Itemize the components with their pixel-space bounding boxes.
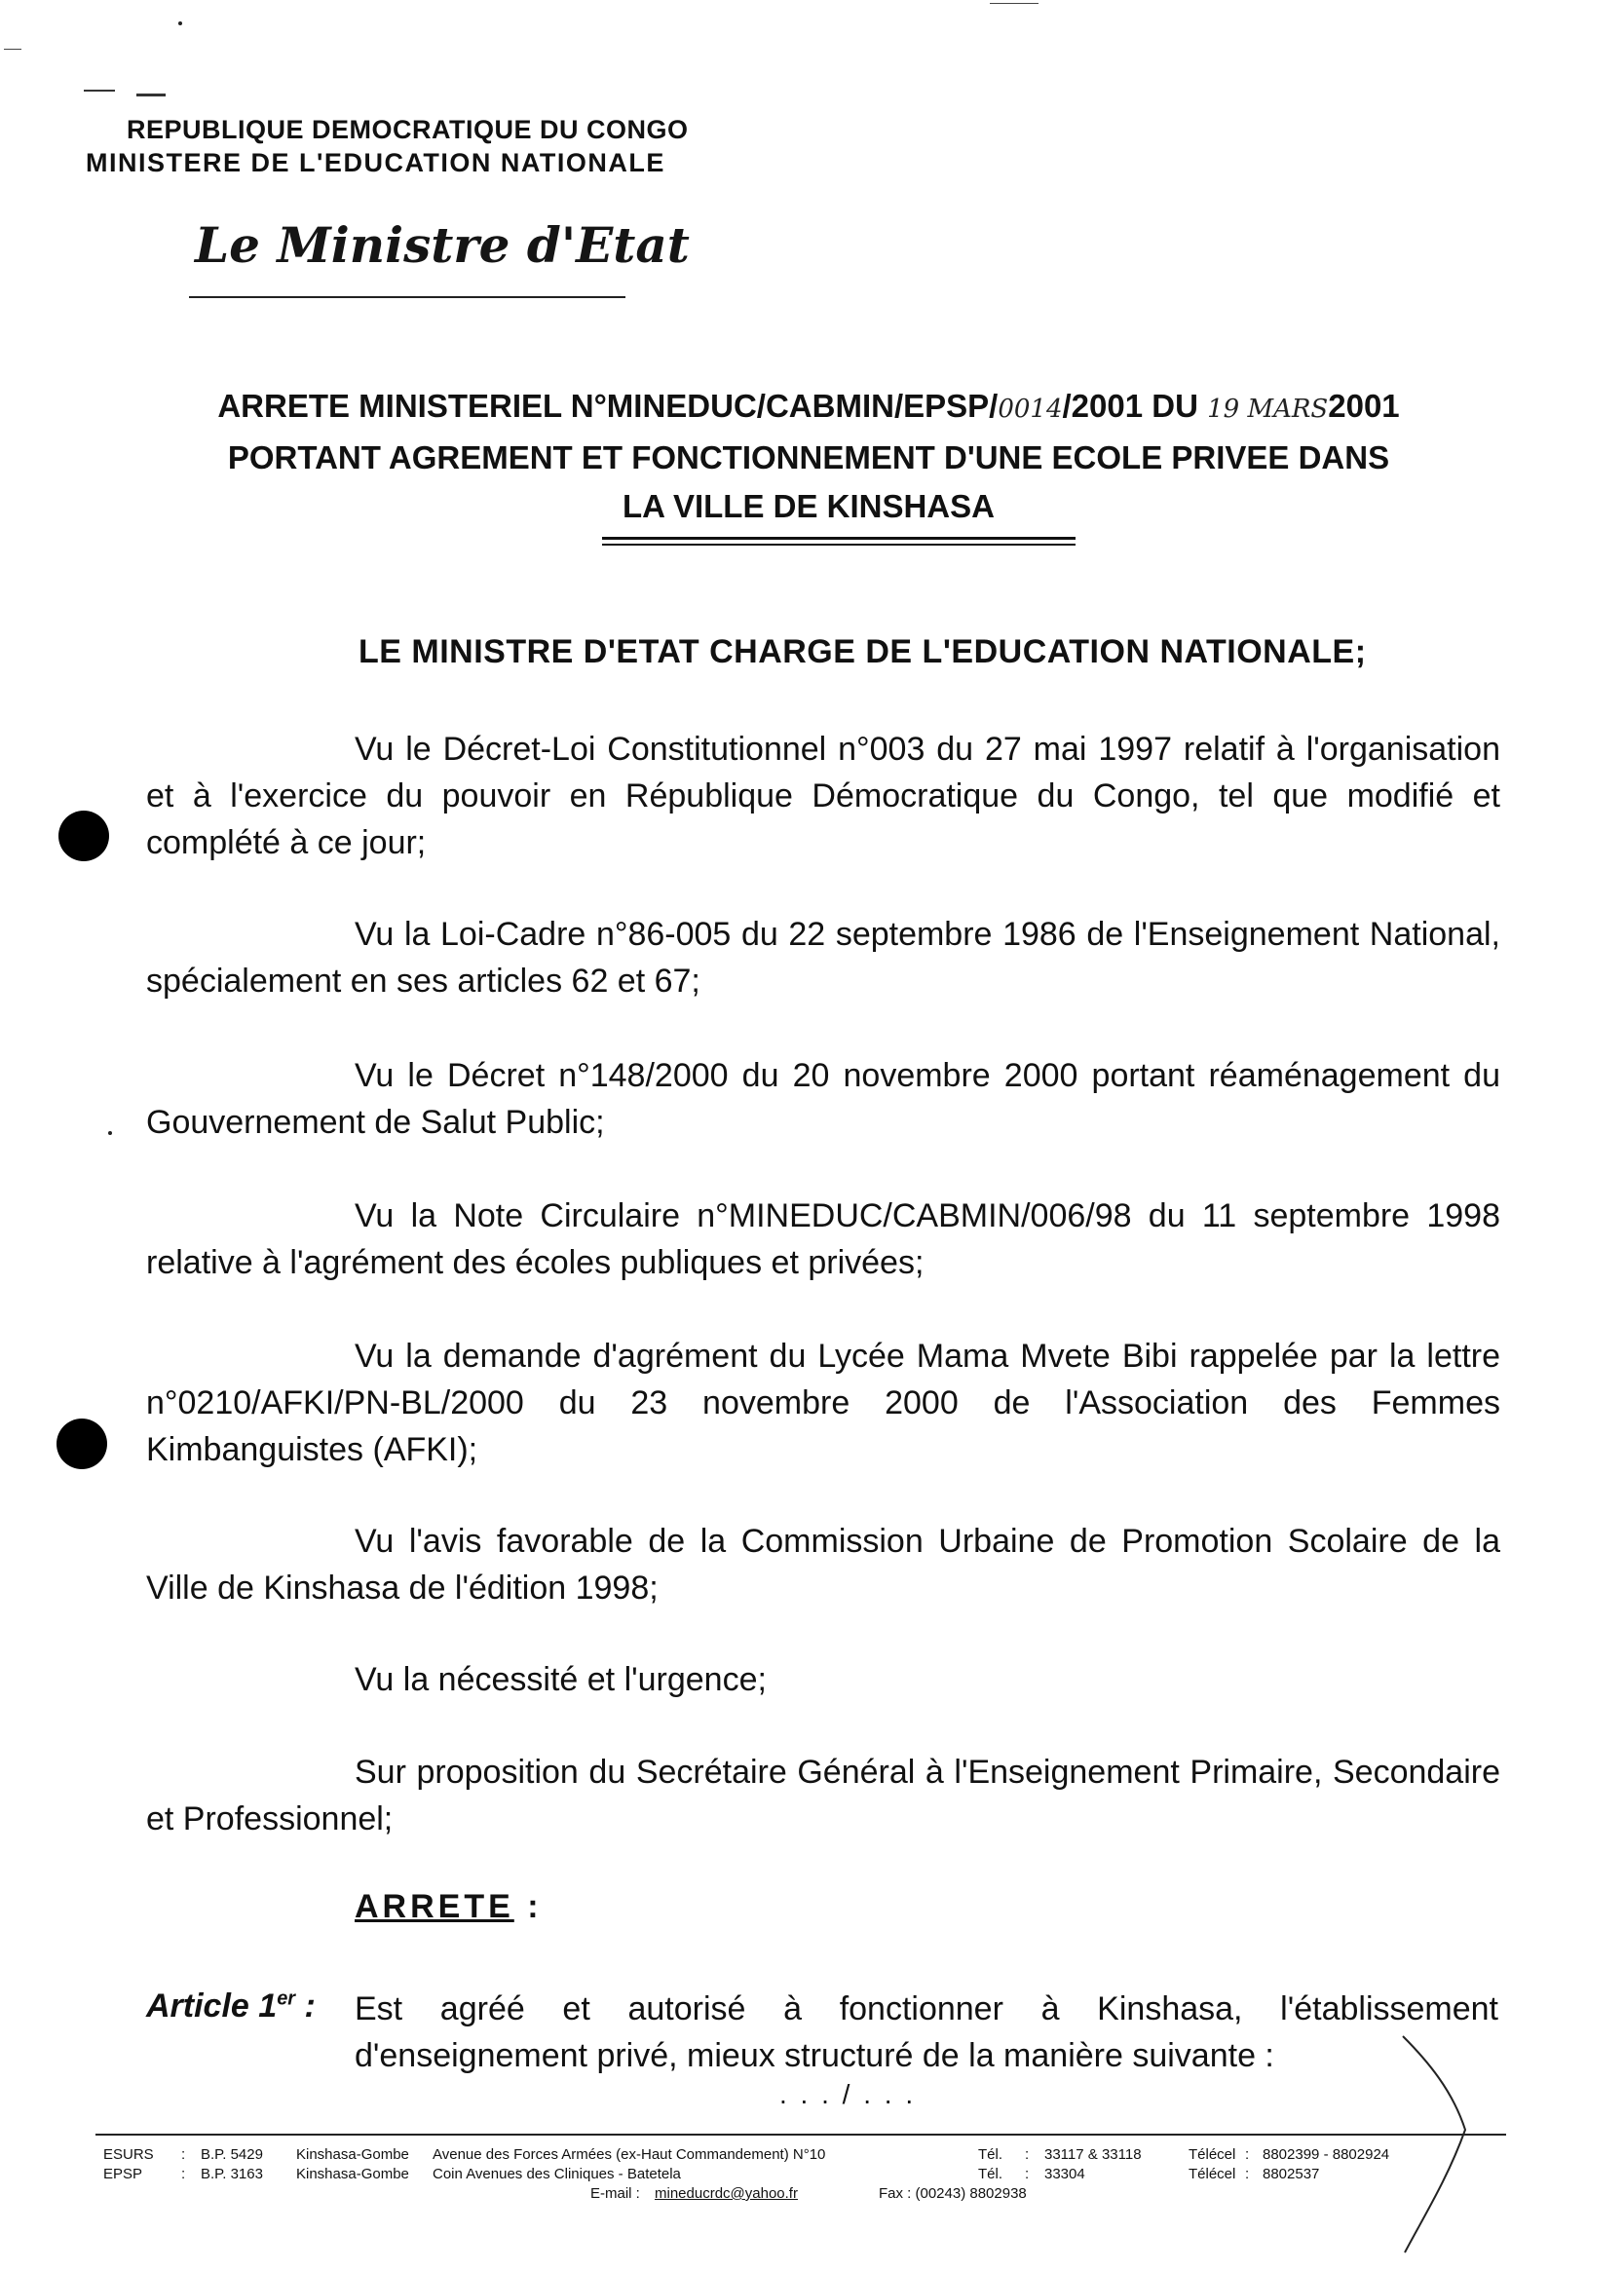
- recital-paragraph: Vu la Note Circulaire n°MINEDUC/CABMIN/006/98 du 11 septembre 1998 relative à l'agrément des écoles publiques et privées;: [146, 1197, 1500, 1281]
- footer-tel: 33304: [1044, 2166, 1085, 2182]
- document-title: [127, 382, 1491, 531]
- article-1-label-colon: :: [295, 1987, 316, 2025]
- footer-telecel-sep: :: [1245, 2166, 1250, 2182]
- footer-city: Kinshasa-Gombe: [296, 2146, 409, 2163]
- footer-address: Coin Avenues des Cliniques - Batetela: [433, 2166, 681, 2182]
- title-line-1-mid: /2001 DU: [1062, 388, 1198, 424]
- scan-speck: [178, 21, 182, 25]
- arrete-heading: [355, 1888, 543, 1926]
- handwritten-bracket-mark: [1399, 2032, 1477, 2256]
- title-underline-2: [602, 544, 1076, 546]
- footer-tel-label: Tél.: [978, 2166, 1003, 2182]
- footer-sep: :: [181, 2166, 186, 2182]
- recital-paragraph: Sur proposition du Secrétaire Général à l'Enseignement Primaire, Secondaire et Professionnel;: [146, 1754, 1500, 1837]
- footer-bp: B.P. 3163: [201, 2166, 263, 2182]
- letterhead-ministry: MINISTERE DE L'EDUCATION NATIONALE: [86, 148, 665, 177]
- footer-sep: :: [181, 2146, 186, 2163]
- letterhead: [86, 113, 689, 179]
- footer-telecel-sep: :: [1245, 2146, 1250, 2163]
- footer-row-esurs: [103, 2145, 1409, 2165]
- footer-email-label: E-mail :: [590, 2185, 640, 2202]
- arrete-word: ARRETE: [355, 1888, 514, 1925]
- scan-mark-left: [4, 49, 21, 50]
- recital-paragraph: Vu la Loi-Cadre n°86-005 du 22 septembre 1986 de l'Enseignement National, spécialement en ses articles 62 et 67;: [146, 916, 1500, 1000]
- article-1-text: Est agréé et autorisé à fonctionner à Kinshasa, l'établissement d'enseignement privé, mieux structuré de la manière suivante :: [355, 1990, 1498, 2074]
- minister-heading: LE MINISTRE D'ETAT CHARGE DE L'EDUCATION NATIONALE;: [359, 633, 1367, 670]
- recital-paragraph: Vu l'avis favorable de la Commission Urbaine de Promotion Scolaire de la Ville de Kinshasa de l'édition 1998;: [146, 1523, 1500, 1607]
- title-line-3: LA VILLE DE KINSHASA: [623, 488, 995, 524]
- scan-mark-top-right: [990, 3, 1039, 4]
- footer-contact-row: [103, 2184, 1409, 2204]
- recital-paragraph: Vu la demande d'agrément du Lycée Mama Mvete Bibi rappelée par la lettre n°0210/AFKI/PN-BL/2000 du 23 novembre 2000 de l'Association des Femmes Kimbanguistes (AFKI);: [146, 1338, 1500, 1468]
- footer-org: EPSP: [103, 2166, 143, 2182]
- footer-bp: B.P. 5429: [201, 2146, 263, 2163]
- handwritten-date: 19 MARS: [1207, 395, 1329, 424]
- article-1-label-text: Article 1: [146, 1987, 278, 2025]
- recital-paragraph: Vu la nécessité et l'urgence;: [355, 1661, 767, 1698]
- handwritten-number: 0014: [998, 395, 1063, 424]
- article-1-label: [146, 1987, 316, 2025]
- title-line-1: [127, 382, 1491, 434]
- footer-tel-sep: :: [1025, 2146, 1030, 2163]
- footer-rule: [95, 2134, 1506, 2136]
- title-line-1-prefix: ARRETE MINISTERIEL N°MINEDUC/CABMIN/EPSP/: [217, 388, 999, 424]
- footer-address: Avenue des Forces Armées (ex-Haut Commandement) N°10: [433, 2146, 826, 2163]
- footer-tel-label: Tél.: [978, 2146, 1003, 2163]
- article-1-label-sup: er: [277, 1987, 296, 2010]
- punch-hole-mark: [57, 1419, 107, 1469]
- scan-mark-top: [84, 90, 115, 92]
- footer-fax: Fax : (00243) 8802938: [879, 2185, 1027, 2202]
- scan-mark-top-2: [136, 94, 166, 96]
- continuation-mark: . . . / . . .: [779, 2079, 917, 2109]
- punch-hole-mark: [58, 811, 109, 861]
- script-title-rule: [189, 296, 625, 298]
- footer-telecel: 8802399 - 8802924: [1263, 2146, 1390, 2163]
- footer-org: ESURS: [103, 2146, 154, 2163]
- minister-script-title: Le Ministre d'Etat: [195, 216, 690, 274]
- footer-telecel-label: Télécel: [1189, 2146, 1236, 2163]
- title-line-2: PORTANT AGREMENT ET FONCTIONNEMENT D'UNE ECOLE PRIVEE DANS: [227, 439, 1390, 475]
- footer-tel-sep: :: [1025, 2166, 1030, 2182]
- title-line-1-suffix: 2001: [1328, 388, 1400, 424]
- footer-row-epsp: [103, 2165, 1409, 2184]
- scan-speck: [108, 1131, 112, 1135]
- arrete-colon: :: [527, 1888, 543, 1925]
- footer-email-link[interactable]: mineducrdc@yahoo.fr: [655, 2185, 798, 2202]
- recital-paragraph: Vu le Décret n°148/2000 du 20 novembre 2000 portant réaménagement du Gouvernement de Salut Public;: [146, 1057, 1500, 1141]
- footer-telecel: 8802537: [1263, 2166, 1320, 2182]
- footer-city: Kinshasa-Gombe: [296, 2166, 409, 2182]
- recital-paragraph: Vu le Décret-Loi Constitutionnel n°003 du 27 mai 1997 relatif à l'organisation et à l'exercice du pouvoir en République Démocratique du Congo, tel que modifié et complété à ce jour;: [146, 731, 1500, 861]
- title-underline-1: [602, 537, 1076, 540]
- letterhead-country: REPUBLIQUE DEMOCRATIQUE DU CONGO: [127, 115, 689, 144]
- footer-telecel-label: Télécel: [1189, 2166, 1236, 2182]
- footer-tel: 33117 & 33118: [1044, 2146, 1142, 2163]
